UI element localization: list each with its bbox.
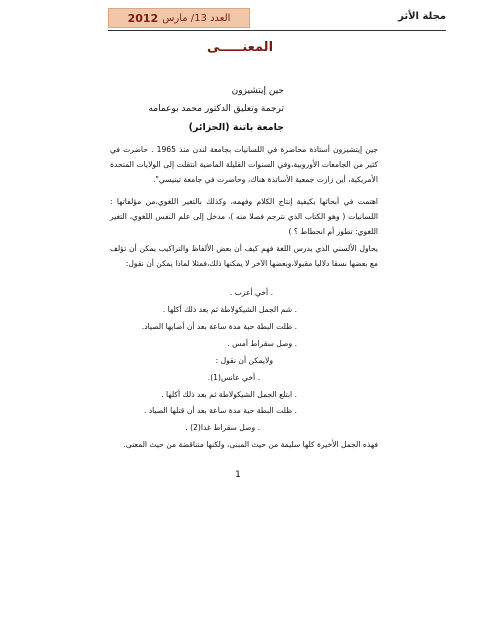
example-line: . وصل سقراط غدا(2) . [185, 423, 260, 432]
page-header [108, 8, 446, 28]
closing-sentence: فهذه الجمل الأخيرة كلها سليمة من حيث المبنى، ولكنها متناقضة من حيث المعنى. [123, 440, 378, 449]
issue-text: العدد 13/ مارس [162, 12, 231, 24]
author-name: جين إيتشيزون [231, 86, 284, 96]
paragraph-research: اهتمت في أبحاثها بكيفية إنتاج الكلام وفهمه، وكذلك بالتغير اللغوي،من مؤلفاتها : اللسانيات ( وهو الكتاب الذي نترجم فصلا منه )، مدخل إلى علم النفس اللغوي، التغير اللغوي: تطور أم انحطاط ؟ ) [110, 197, 378, 236]
example-line: . شم الجمل الشيكولاطة ثم بعد ذلك أكلها . [162, 305, 297, 314]
issue-year: 2012 [127, 11, 159, 25]
paragraph-bio: جين إيتشيزون أستاذة محاضرة في اللسانيات بجامعة لندن منذ 1965 . حاضرت في كثير من الجامعات الأوروبية،وفي السنوات القليلة الماضية انتقلت إلى الولايات المتحدة الأمريكية، أين زارت جمعية الأساتذة هناك، وحاضرت في جامعة تينيسي". [110, 145, 378, 184]
example-intro: ولايمكن أن نقول : [215, 356, 273, 365]
example-line: . أخي عانس(1). [207, 373, 260, 382]
translator-line: ترجمة وتعليق الدكتور محمد بوعمامه [148, 104, 284, 114]
example-line: . وصل سقراط أمس . [227, 339, 297, 348]
issue-label [108, 8, 250, 28]
example-line: . أخي أعزب . [229, 288, 273, 297]
paragraph-question: يحاول الألسني الذي يدرس اللغة فهم كيف أن بعض الألفاظ والتراكيب يمكن أن تؤلف مع بعضها نسقا دلاليا مقبولا،وبعضها الآخر لا يمكنها ذلك،فمثلا لماذا يمكن أن نقول: [110, 244, 378, 268]
example-line: . ظلت البطة حية مدة ساعة بعد أن قتلها الصياد . [143, 406, 297, 415]
header-divider [108, 30, 446, 31]
article-title: المعنـــــى [206, 40, 274, 55]
example-line: . ابتلع الجمل الشيكولاطة ثم بعد ذلك أكلها . [161, 390, 297, 399]
page-number: 1 [235, 470, 241, 480]
journal-logo: مجلة الأثر [398, 11, 446, 22]
university-line: جامعة باتنة (الجزائر) [188, 122, 284, 133]
example-line: . ظلت البطة حية مدة ساعة بعد أن أصابها الصياد. [141, 322, 297, 331]
